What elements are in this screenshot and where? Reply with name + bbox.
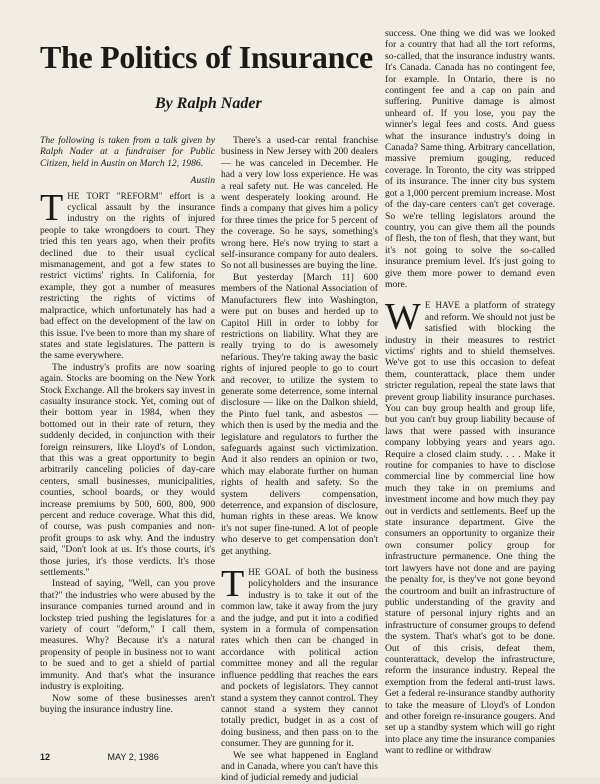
paragraph: But yesterday [March 11] 600 members of the National Association of Manufacturers flew into Washington, were put on buses and herded up to Capitol Hill in order to lobby for restrictions on liability. What they are really trying to do is awesomely nefarious. They're taking away the basic rights of injured people to go to court and recover, to utilize the system to generate some deterrence, some internal disclosure — like on the Dalkon shield, the Pinto fuel tank, and asbestos — which then is used by the media and the legislature and regulators to further the safeguards against such victimization. And it also renders an opinion or two, which may elaborate further on human rights of health and safety. So the system delivers compensation, deterrence, and expansion of disclosure, human rights in these areas. We know it's not super fine-tuned. A lot of people who deserve to get compensation don't get anything. — [221, 271, 378, 557]
drop-cap: T — [221, 563, 245, 606]
paragraph-text: a platform of strategy and reform. We should not just be satisfied with blocking the industry in their measures to restrict victims' rights and to shield themselves. We've got to use this occasion to defeat them, counterattack, place them under stricter regulation, repeal the state laws that prevent group liability insurance purchases. You can buy group health and group life, but you can't buy group liability because of laws that were passed with insurance company lobbying years and years ago. Require a closed claim study. . . . Make it routine for companies to have to disclose commercial line by commercial line how much they take in on premiums and investment income and how much they pay out in verdicts and settlements. Beef up the state insurance department. Give the consumers an opportunity to organize their own consumer policy group for infrastructure permanence. One thing the tort lawyers have not done and are paying the penalty for, is they've not gone beyond the courtroom and built an infrastructure of public understanding of the gravity and stature of personal injury rights and an infrastructure of consumer groups to defend the system. That's what's got to be done. Out of this crisis, defeat them, counterattack, develop the infrastructure, reform the insurance industry. Repeal the exemption from the federal anti-trust laws. Get a federal re-insurance standby authority to take the measure of Lloyd's of London and other foreign re-insurance gougers. And set up a standby system which will go right into place any time the insurance companies want to redline or withdraw — [385, 300, 555, 757]
page-footer — [40, 752, 159, 762]
column-1 — [40, 135, 215, 715]
paragraph-text: effort is a cyclical assault by the insurance industry on the rights of injured people to take wrongdoers to court. They tried this ten years ago, when their profits declined due to their usual cyclical mismanagement, and got a few states to restrict victims' rights. In California, for example, they got a number of measures restricting the rights of victims of malpractice, which unfortunately has had a bad effect on the development of the law on this issue. I've been to more than my share of states and state legislatures. The pattern is the same everywhere. — [40, 190, 215, 362]
drop-cap: T — [40, 186, 64, 229]
intro-note: The following is taken from a talk given by Ralph Nader at a fundraiser for Public Citizen, held in Austin on March 12, 1986. — [40, 135, 215, 169]
paragraph — [221, 563, 378, 750]
paragraph: We see what happened in England and in Canada, where you can't have this kind of judicial remedy and judicial — [221, 749, 378, 784]
lead-in: E HAVE — [424, 300, 461, 311]
paragraph: The industry's profits are now soaring again. Stocks are booming on the New York Stock Exchange. All the brokers say invest in casualty insurance stock. Yet, coming out of their bottom year in 1984, when they bottomed out in their rate of return, they suddenly decided, in conjunction with their foreign reinsurers, like Lloyd's of London, that this was a great opportunity to begin arbitrarily canceling policies of day-care centers, small businesses, municipalities, counties, school boards, or they would increase premiums by 500, 600, 800, 900 percent and reduce coverage. What this did, of course, was push companies and non-profit groups to ask why. And the industry said, "Don't look at us. It's those courts, it's those juries, it's those verdicts. It's those settlements." — [40, 361, 215, 579]
paragraph: success. One thing we did was we looked for a country that had all the tort reforms, so-called, that the insurance industry wants. It's Canada. Canada has no contingent fee, for example. In Ontario, there is no contingent fee and a cap on pain and suffering. Punitive damage is almost unheard of. If you lose, you pay the winner's legal fees and costs. And guess what the insurance industry's doing in Canada? Same thing. Arbitrary cancellation, massive premium gouging, reduced coverage. In Toronto, the city was stripped of its insurance. The inner city bus system got a 1,000 percent premium increase. Most of the day-care centers can't get coverage. So we're telling legislators around the country, you can give them all the pounds of flesh, the ton of flesh, that they want, but it's not going to solve the so-called insurance premium level. It's just going to give them more power to demand even more. — [385, 28, 555, 290]
lead-in: HE TORT "REFORM" — [67, 190, 163, 201]
page-number: 12 — [40, 752, 51, 762]
column-2 — [221, 135, 378, 784]
column-3 — [385, 28, 555, 757]
paragraph: There's a used-car rental franchise business in New Jersey with 200 dealers — he was canceled in December. He had a very low loss experience. He was a real safety nut. He was canceled. He went desperately looking around. He finds a company that gives him a policy for three times the price for 5 percent of the coverage. So he says, something's wrong here. He's now trying to start a self-insurance company for auto dealers. So not all businesses are buying the line. — [221, 135, 378, 272]
paragraph-text: of both the business policyholders and the insurance industry is to take it out of the common law, take it away from the jury and the judge, and put it into a codified system in a formula of compensation rates which then can be changed in accordance with political action committee money and all the regular influence peddling that reaches the ears and pockets of legislators. They cannot stand a system they cannot control. They cannot stand a system they cannot totally predict, budget in as a cost of doing business, and then pass on to the consumer. They are gunning for it. — [221, 567, 378, 750]
paragraph — [40, 186, 215, 362]
paragraph: Now some of these businesses aren't buying the insurance industry line. — [40, 692, 215, 715]
byline: By Ralph Nader — [155, 95, 262, 112]
lead-in: HE GOAL — [248, 567, 291, 578]
issue-date: MAY 2, 1986 — [107, 752, 159, 762]
paragraph: Instead of saying, "Well, can you prove that?" the industries who were abused by the insurance companies turned around and in lockstep tried pushing the legislatures for a variety of court "deform," I call them, measures. Why? Because it's a natural propensity of people in business not to want to be sued and to get a shield of partial immunity. And that's what the insurance industry is exploiting. — [40, 578, 215, 693]
paragraph — [385, 296, 555, 757]
drop-cap: W — [385, 296, 421, 339]
article-title: The Politics of Insurance — [40, 39, 373, 75]
dateline: Austin — [190, 175, 215, 187]
